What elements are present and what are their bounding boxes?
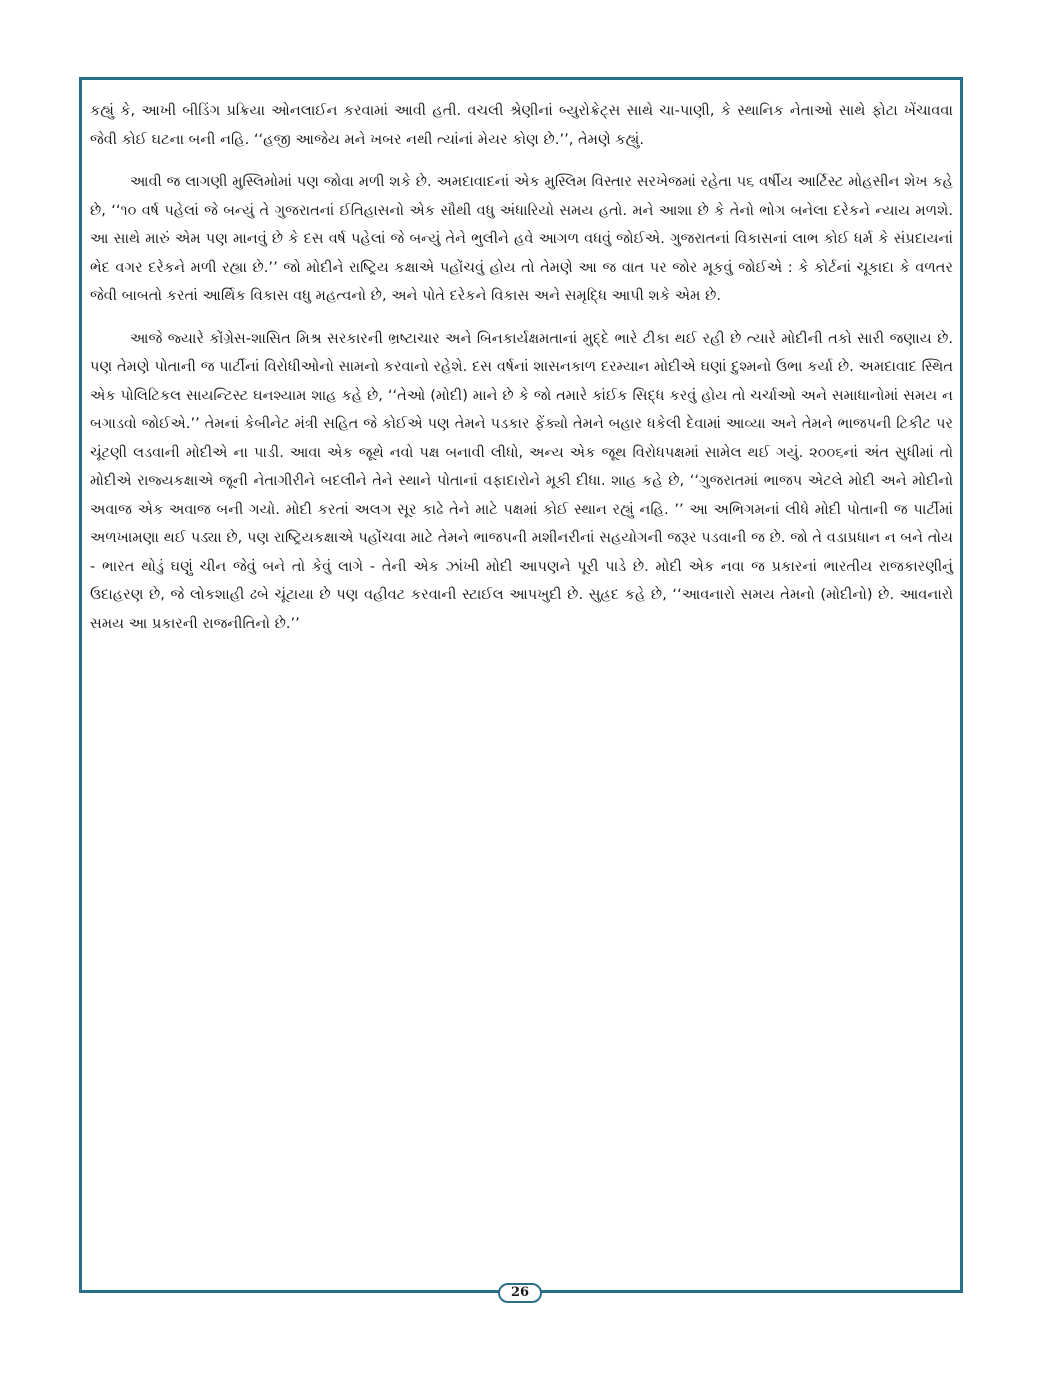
paragraph-1: કહ્યું કે, આખી બીડિંગ પ્રક્રિયા ઓનલાઈન કરવામાં આવી હતી. વચલી શ્રેણીનાં બ્યુરોક્રેટ્સ સાથે ચા-પાણી, કે સ્થાનિક નેતાઓ સાથે ફોટા ખેંચાવવા જેવી કોઈ ઘટના બની નહિ. ‘‘હજી આજેય મને ખબર નથી ત્યાંનાં મેયર કોણ છે.’’, તેમણે કહ્યું. <box>90 102 953 148</box>
paragraph-3: આજે જ્યારે કોંગ્રેસ-શાસિત મિશ્ર સરકારની ભ્રષ્ટાચાર અને બિનકાર્યક્ષમતાનાં મુદ્દે ભારે ટીકા થઈ રહી છે ત્યારે મોદીની તકો સારી જણાય છે. પણ તેમણે પોતાની જ પાર્ટીનાં વિરોધીઓનો સામનો કરવાનો રહેશે. દસ વર્ષનાં શાસનકાળ દરમ્યાન મોદીએ ઘણાં દુશ્મનો ઉભા કર્યા છે. અમદાવાદ સ્થિત એક પોલિટિકલ સાયન્ટિસ્ટ ઘનશ્યામ શાહ કહે છે, ‘‘તેઓ (મોદી) માને છે કે જો તમારે કાંઈક સિદ્ધ કરવું હોય તો ચર્ચાઓ અને સમાધાનોમાં સમય ન બગાડવો જોઈએ.’’ તેમનાં કેબીનેટ મંત્રી સહિત જે કોઈએ પણ તેમને પડકાર ફેંક્યો તેમને બહાર ધકેલી દેવામાં આવ્યા અને તેમને ભાજપની ટિકીટ પર ચૂંટણી લડવાની મોદીએ ના પાડી. આવા એક જૂથે નવો પક્ષ બનાવી લીધો, અન્ય એક જૂથ વિરોધપક્ષમાં સામેલ થઈ ગયું. ૨૦૦૬નાં અંત સુધીમાં તો મોદીએ રાજ્યકક્ષાએ જૂની નેતાગીરીને બદલીને તેને સ્થાને પોતાનાં વફાદારોને મૂકી દીધા. શાહ કહે છે, ‘‘ગુજરાતમાં ભાજપ એટલે મોદી અને મોદીનો અવાજ એક અવાજ બની ગયો. મોદી કરતાં અલગ સૂર કાઢે તેને માટે પક્ષમાં કોઈ સ્થાન રહ્યું નહિ. ’’ આ અભિગમનાં લીધે મોદી પોતાની જ પાર્ટીમાં અળખામણા થઈ પડ્યા છે, પણ રાષ્ટ્રિયકક્ષાએ પહોંચવા માટે તેમને ભાજપની મશીનરીનાં સહયોગની જરૂર પડવાની જ છે. જો તે વડાપ્રધાન ન બને તોય - ભારત થોડું ઘણું ચીન જેવું બને તો કેવું લાગે - તેની એક ઝાંખી મોદી આપણને પૂરી પાડે છે. મોદી એક નવા જ પ્રકારનાં ભારતીય રાજકારણીનું ઉદાહરણ છે, જે લોકશાહી ઢબે ચૂંટાયા છે પણ વહીવટ કરવાની સ્ટાઈલ આપખુદી છે. સુહ્રદ કહે છે, ‘‘આવનારો સમય તેમનો (મોદીનો) છે. આવનારો સમય આ પ્રકારની રાજનીતિનો છે.’’ <box>90 329 954 632</box>
page-number: 26 <box>498 1283 542 1303</box>
paragraph-2: આવી જ લાગણી મુસ્લિમોમાં પણ જોવા મળી શકે છે. અમદાવાદનાં એક મુસ્લિમ વિસ્તાર સરખેજમાં રહેતા ૫૬ વર્ષીય આર્ટિસ્ટ મોહસીન શેખ કહે છે, ‘‘૧૦ વર્ષ પહેલાં જે બન્યું તે ગુજરાતનાં ઈતિહાસનો એક સૌથી વધુ અંધારિયો સમય હતો. મને આશા છે કે તેનો ભોગ બનેલા દરેકને ન્યાય મળશે. આ સાથે મારું એમ પણ માનવું છે કે દસ વર્ષ પહેલાં જે બન્યું તેને ભુલીને હવે આગળ વધવું જોઈએ. ગુજરાતનાં વિકાસનાં લાભ કોઈ ધર્મ કે સંપ્રદાયનાં ભેદ વગર દરેકને મળી રહ્યા છે.’’ જો મોદીને રાષ્ટ્રિય કક્ષાએ પહોંચવું હોય તો તેમણે આ જ વાત પર જોર મૂકવું જોઈએ : કે કોર્ટનાં ચૂકાદા કે વળતર જેવી બાબતો કરતાં આર્થિક વિકાસ વધુ મહત્વનો છે, અને પોતે દરેકને વિકાસ અને સમૃદ્ધિ આપી શકે એમ છે. <box>90 173 953 304</box>
article-body <box>90 97 953 652</box>
